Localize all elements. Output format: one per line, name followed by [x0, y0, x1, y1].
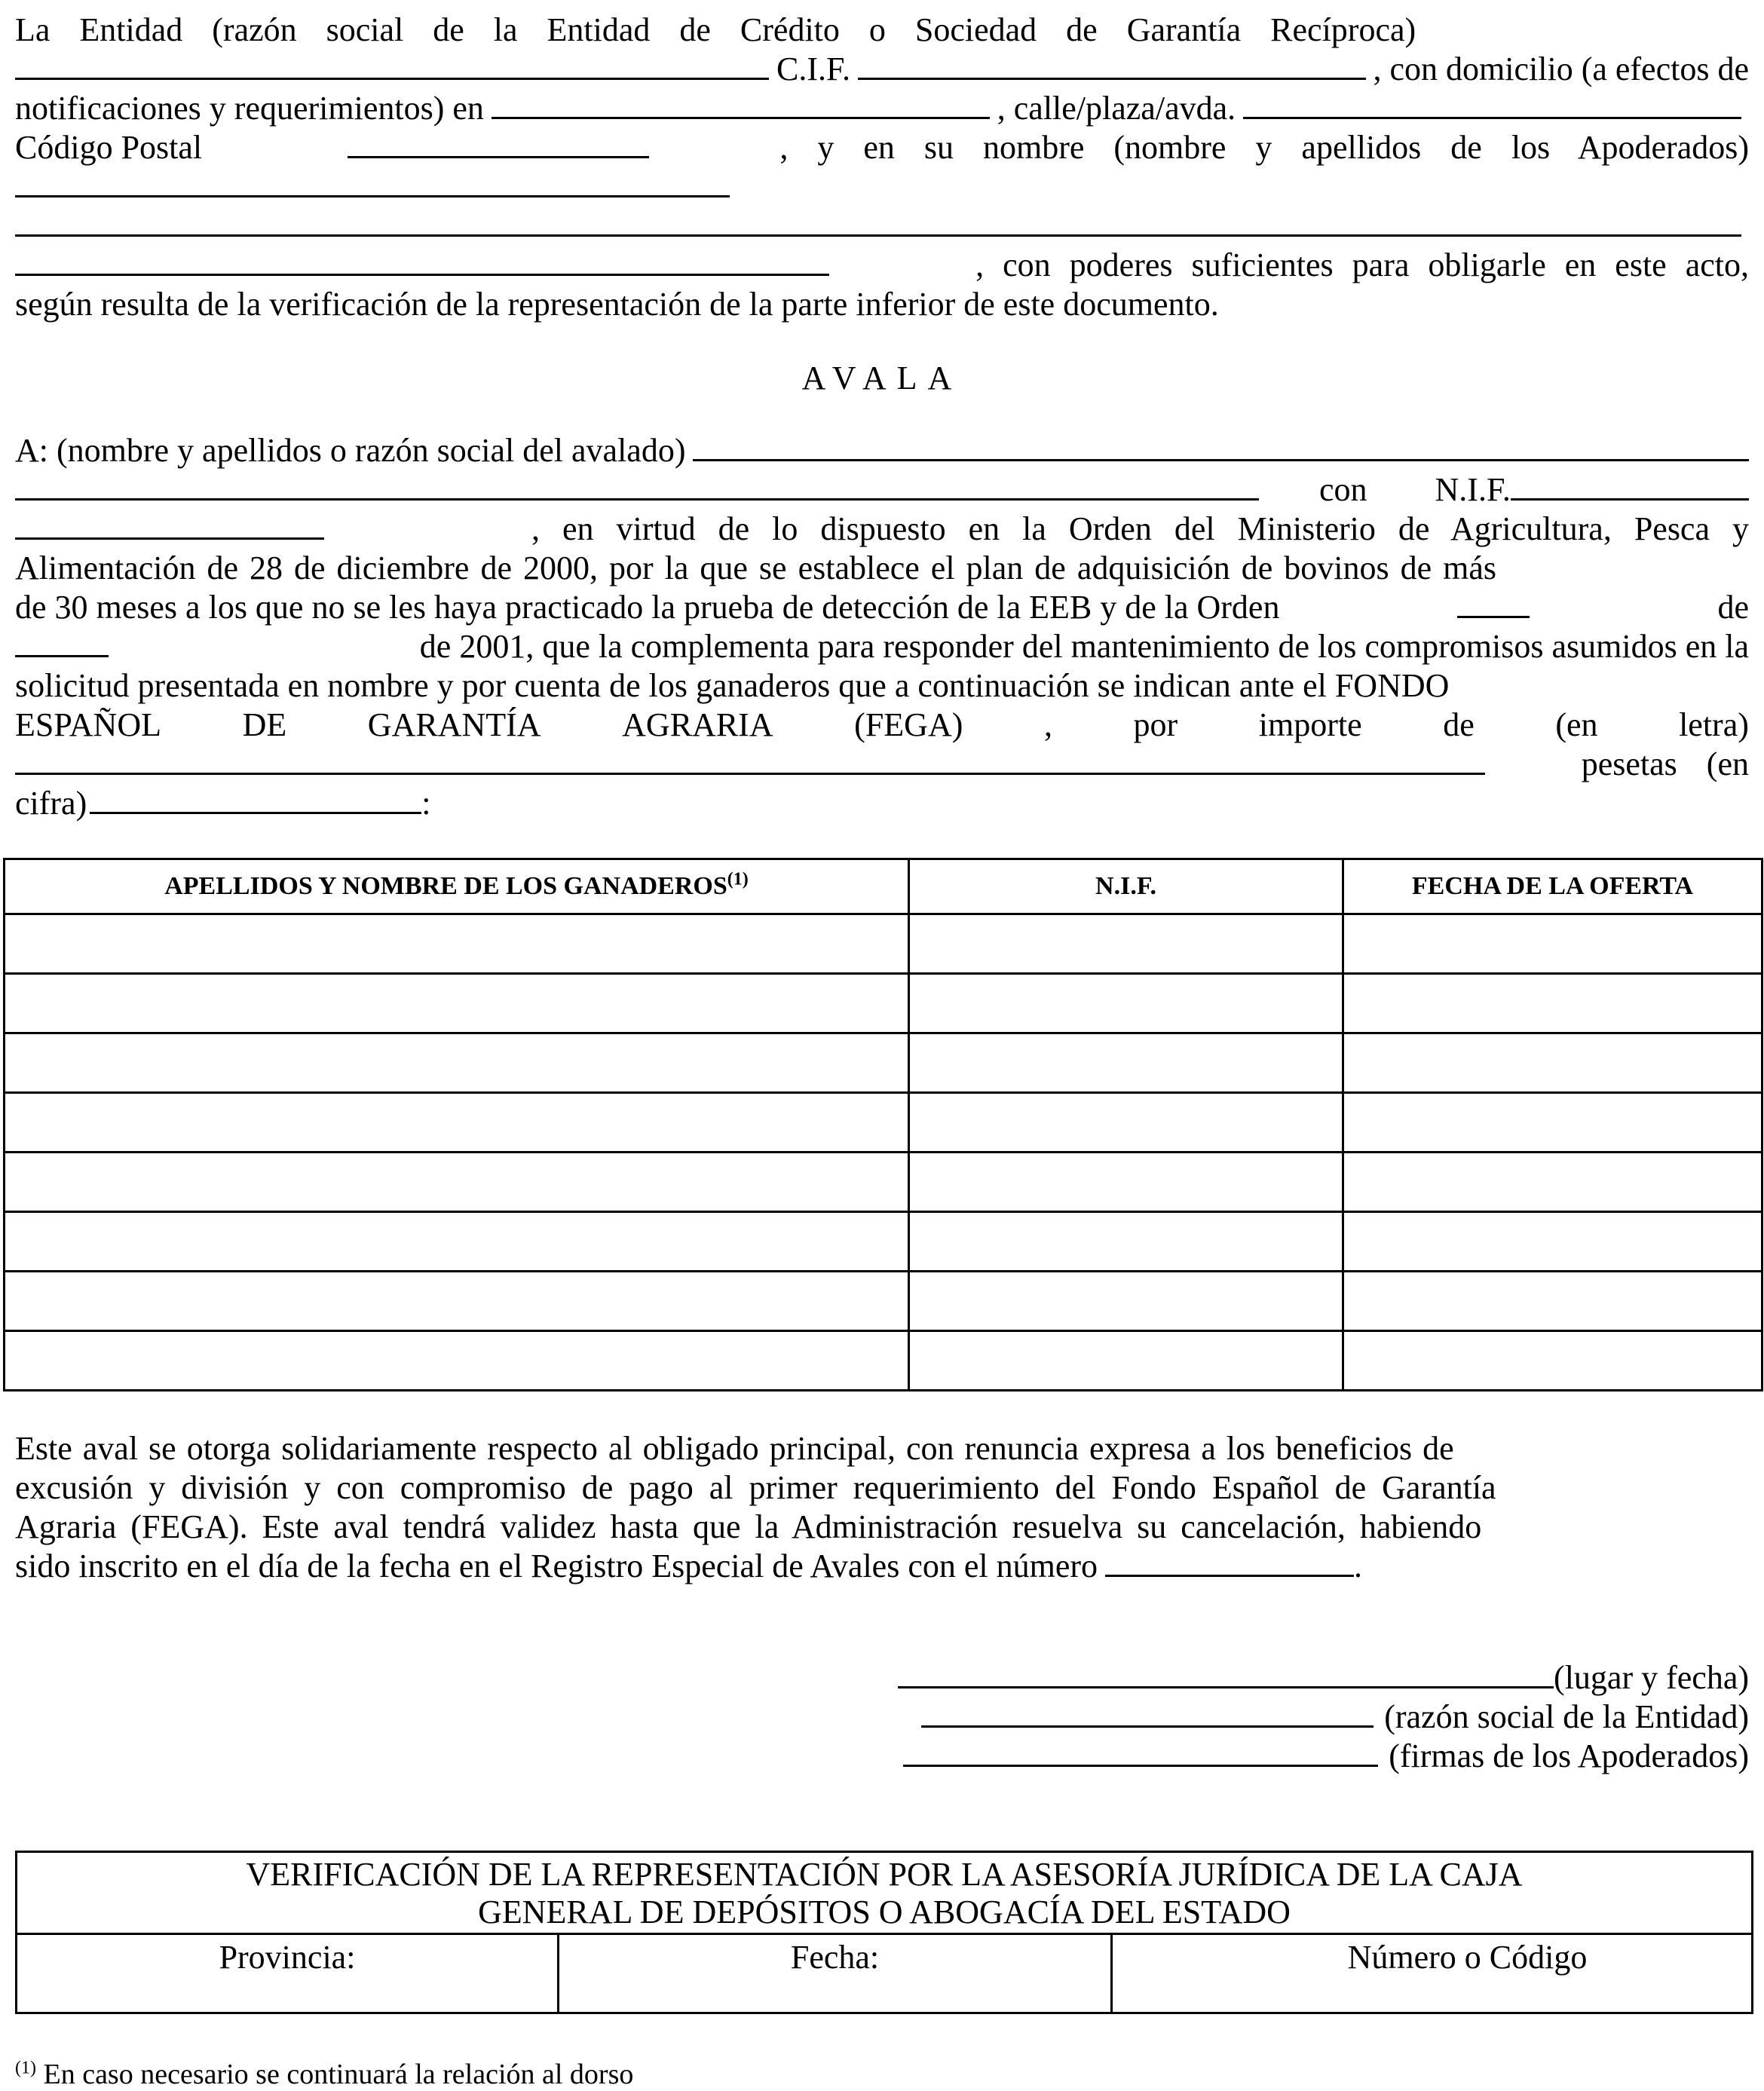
closing-line-2 [15, 1468, 1749, 1508]
verificacion-fields-row [17, 1935, 1751, 2012]
provincia-cell[interactable] [17, 1935, 557, 2012]
closing-paragraph [15, 1429, 1749, 1586]
ganadero-nif-cell[interactable] [909, 1212, 1343, 1272]
intro-line-3 [15, 89, 1749, 128]
ganadero-name-cell[interactable] [5, 974, 909, 1033]
intro-line-7 [15, 246, 1749, 285]
intro-line-4 [15, 128, 1749, 167]
ganadero-fecha-cell[interactable] [1343, 914, 1762, 974]
numero-codigo-cell[interactable] [1110, 1935, 1747, 2012]
avalado-field-2[interactable] [15, 473, 1259, 501]
verificacion-text: según resulta de la verificación de la representación de la parte inferior de este documento. [15, 286, 1219, 323]
footnote-mark: (1) [15, 2058, 36, 2078]
registro-numero-field[interactable] [1105, 1549, 1354, 1577]
solicitud-text: solicitud presentada en nombre y por cuenta de los ganaderos que a continuación se indican ante el FONDO [15, 667, 1450, 704]
avala-line-7 [15, 666, 1749, 706]
l8-word-8: de [1443, 706, 1475, 743]
table-row [5, 1272, 1762, 1331]
ganadero-nif-cell[interactable] [909, 914, 1343, 974]
lugar-fecha-field[interactable] [898, 1661, 1554, 1688]
ganadero-name-cell[interactable] [5, 1153, 909, 1212]
header-fecha-oferta: FECHA DE LA OFERTA [1343, 859, 1762, 914]
ganadero-fecha-cell[interactable] [1343, 1212, 1762, 1272]
ganadero-fecha-cell[interactable] [1343, 1033, 1762, 1093]
closing-text-1: Este aval se otorga solidariamente respecto al obligado principal, con renuncia expresa a los beneficios de [15, 1430, 1454, 1467]
verificacion-title-line-2: GENERAL DE DEPÓSITOS O ABOGACÍA DEL ESTADO [478, 1894, 1291, 1930]
table-row [5, 1212, 1762, 1272]
header-nif: N.I.F. [909, 859, 1343, 914]
footnote-text: En caso necesario se continuará la relación al dorso [43, 2059, 634, 2090]
avala-line-3 [15, 510, 1749, 549]
avala-line-10 [15, 784, 1749, 823]
avala-line-8 [15, 706, 1749, 745]
ganadero-nif-cell[interactable] [909, 974, 1343, 1033]
table-row [5, 974, 1762, 1033]
localidad-field[interactable] [492, 91, 990, 119]
de-text: de [1717, 589, 1749, 626]
intro-line-6 [15, 207, 1749, 246]
poderes-text: , con poderes suficientes para obligarle en este acto, [975, 246, 1749, 283]
l8-word-2: GARANTÍA [367, 706, 541, 743]
razon-social-label: (razón social de la Entidad) [1384, 1698, 1749, 1735]
intro-text-entidad: La Entidad (razón social de la Entidad de Crédito o Sociedad de Garantía Recíproca) [15, 11, 1416, 48]
apoderados-field-1[interactable] [15, 170, 730, 197]
ganadero-fecha-cell[interactable] [1343, 1272, 1762, 1331]
entidad-name-field[interactable] [15, 52, 769, 80]
ganadero-nif-cell[interactable] [909, 1272, 1343, 1331]
l8-word-1: DE [242, 706, 287, 743]
apoderados-label: , y en su nombre (nombre y apellidos de los Apoderados) [779, 129, 1749, 166]
meses-text: de 30 meses a los que no se les haya practicado la prueba de detección de la EEB y de la Orden [15, 589, 1280, 626]
cif-label: C.I.F. [776, 51, 850, 87]
closing-period: . [1354, 1548, 1363, 1584]
avala-line-6 [15, 627, 1749, 666]
razon-social-line [769, 1698, 1749, 1737]
intro-line-5 [15, 167, 1749, 207]
importe-letra-field[interactable] [15, 747, 1485, 775]
l8-word-9: (en [1555, 706, 1598, 743]
table-header-row [5, 859, 1762, 914]
virtud-text: , en virtud de lo dispuesto en la Orden del Ministerio de Agricultura, Pesca y [531, 510, 1749, 547]
numero-codigo-label: Número o Código [1347, 1939, 1588, 1976]
lugar-fecha-label: (lugar y fecha) [1554, 1659, 1749, 1696]
ganadero-name-cell[interactable] [5, 1272, 909, 1331]
apoderados-field-3[interactable] [15, 248, 829, 276]
l8-word-0: ESPAÑOL [15, 706, 161, 743]
provincia-label: Provincia: [219, 1939, 356, 1976]
orden-day-field[interactable] [1457, 590, 1530, 618]
calle-field[interactable] [1243, 91, 1741, 119]
notificaciones-label: notificaciones y requerimientos) en [15, 90, 484, 127]
ganadero-name-cell[interactable] [5, 914, 909, 974]
header-footnote-mark: (1) [727, 869, 749, 889]
l8-word-10: letra) [1679, 706, 1749, 743]
cif-field[interactable] [858, 52, 1366, 80]
ganadero-fecha-cell[interactable] [1343, 1153, 1762, 1212]
avala-line-4 [15, 549, 1749, 588]
ganadero-name-cell[interactable] [5, 1033, 909, 1093]
header-apellidos-label: APELLIDOS Y NOMBRE DE LOS GANADEROS [164, 872, 727, 900]
closing-text-3: Agraria (FEGA). Este aval tendrá validez hasta que la Administración resuelva su cancelación, habiendo [15, 1508, 1482, 1545]
avala-line-9 [15, 745, 1749, 784]
intro-line-1 [15, 11, 1749, 50]
apoderados-field-2[interactable] [15, 209, 1741, 237]
codigo-postal-label: Código Postal [15, 129, 203, 166]
cifra-colon: : [421, 785, 431, 822]
closing-line-1 [15, 1429, 1749, 1468]
domicilio-label: , con domicilio (a efectos de [1373, 51, 1749, 87]
ganadero-nif-cell[interactable] [909, 1153, 1343, 1212]
fecha-cell[interactable] [557, 1935, 1110, 2012]
codigo-postal-field[interactable] [348, 130, 649, 158]
ganaderos-table [3, 858, 1763, 1391]
ganadero-nif-cell[interactable] [909, 1093, 1343, 1153]
complementa-text: de 2001, que la complementa para responder del mantenimiento de los compromisos asumidos en la [419, 628, 1749, 665]
nif-field-2[interactable] [15, 512, 324, 540]
closing-text-4: sido inscrito en el día de la fecha en el Registro Especial de Avales con el número [15, 1548, 1098, 1584]
calle-label: , calle/plaza/avda. [997, 90, 1236, 127]
ganadero-nif-cell[interactable] [909, 1331, 1343, 1391]
firmas-field[interactable] [903, 1739, 1378, 1767]
l8-word-7: importe [1258, 706, 1362, 743]
verificacion-box [15, 1851, 1753, 2014]
closing-line-3 [15, 1508, 1749, 1547]
ganadero-fecha-cell[interactable] [1343, 974, 1762, 1033]
avala-line-5 [15, 588, 1749, 627]
avala-line-1 [15, 431, 1749, 470]
ganadero-name-cell[interactable] [5, 1331, 909, 1391]
firmas-label: (firmas de los Apoderados) [1389, 1737, 1749, 1774]
ganadero-fecha-cell[interactable] [1343, 1331, 1762, 1391]
closing-text-2: excusión y división y con compromiso de pago al primer requerimiento del Fondo Español de Garantía [15, 1469, 1496, 1506]
l8-word-4: (FEGA) [854, 706, 963, 743]
orden-month-field[interactable] [15, 629, 109, 657]
intro-line-8 [15, 285, 1749, 324]
header-apellidos [5, 859, 909, 914]
avalado-field[interactable] [693, 433, 1749, 461]
avala-line-2 [15, 470, 1749, 510]
nif-label: N.I.F. [1435, 471, 1511, 508]
ganadero-fecha-cell[interactable] [1343, 1093, 1762, 1153]
firmas-line [769, 1737, 1749, 1776]
fecha-label: Fecha: [790, 1939, 880, 1976]
avalado-label: A: (nombre y apellidos o razón social del avalado) [15, 432, 686, 469]
l8-word-5: , [1043, 706, 1052, 743]
importe-cifra-field[interactable] [90, 786, 421, 814]
ganadero-nif-cell[interactable] [909, 1033, 1343, 1093]
l8-word-3: AGRARIA [622, 706, 773, 743]
pesetas-text: pesetas (en [1581, 745, 1749, 782]
footnote [15, 2058, 633, 2091]
table-row [5, 914, 1762, 974]
table-row [5, 1153, 1762, 1212]
ganadero-name-cell[interactable] [5, 1212, 909, 1272]
ganadero-name-cell[interactable] [5, 1093, 909, 1153]
table-row [5, 1331, 1762, 1391]
nif-field[interactable] [1511, 473, 1749, 501]
cifra-label: cifra) [15, 785, 87, 822]
l8-word-6: por [1133, 706, 1178, 743]
intro-paragraph [15, 11, 1749, 324]
avala-heading: AVALA [801, 360, 963, 396]
lugar-fecha-line [769, 1658, 1749, 1698]
avala-paragraph [15, 431, 1749, 823]
razon-social-field[interactable] [921, 1700, 1374, 1728]
intro-line-2 [15, 50, 1749, 89]
table-row [5, 1033, 1762, 1093]
table-row [5, 1093, 1762, 1153]
verificacion-title [17, 1853, 1751, 1935]
con-label: con [1319, 471, 1367, 508]
verificacion-title-line-1: VERIFICACIÓN DE LA REPRESENTACIÓN POR LA ASESORÍA JURÍDICA DE LA CAJA [246, 1856, 1523, 1893]
alimentacion-text: Alimentación de 28 de diciembre de 2000, por la que se establece el plan de adquisición de bovinos de más [15, 550, 1496, 586]
closing-line-4 [15, 1547, 1749, 1586]
